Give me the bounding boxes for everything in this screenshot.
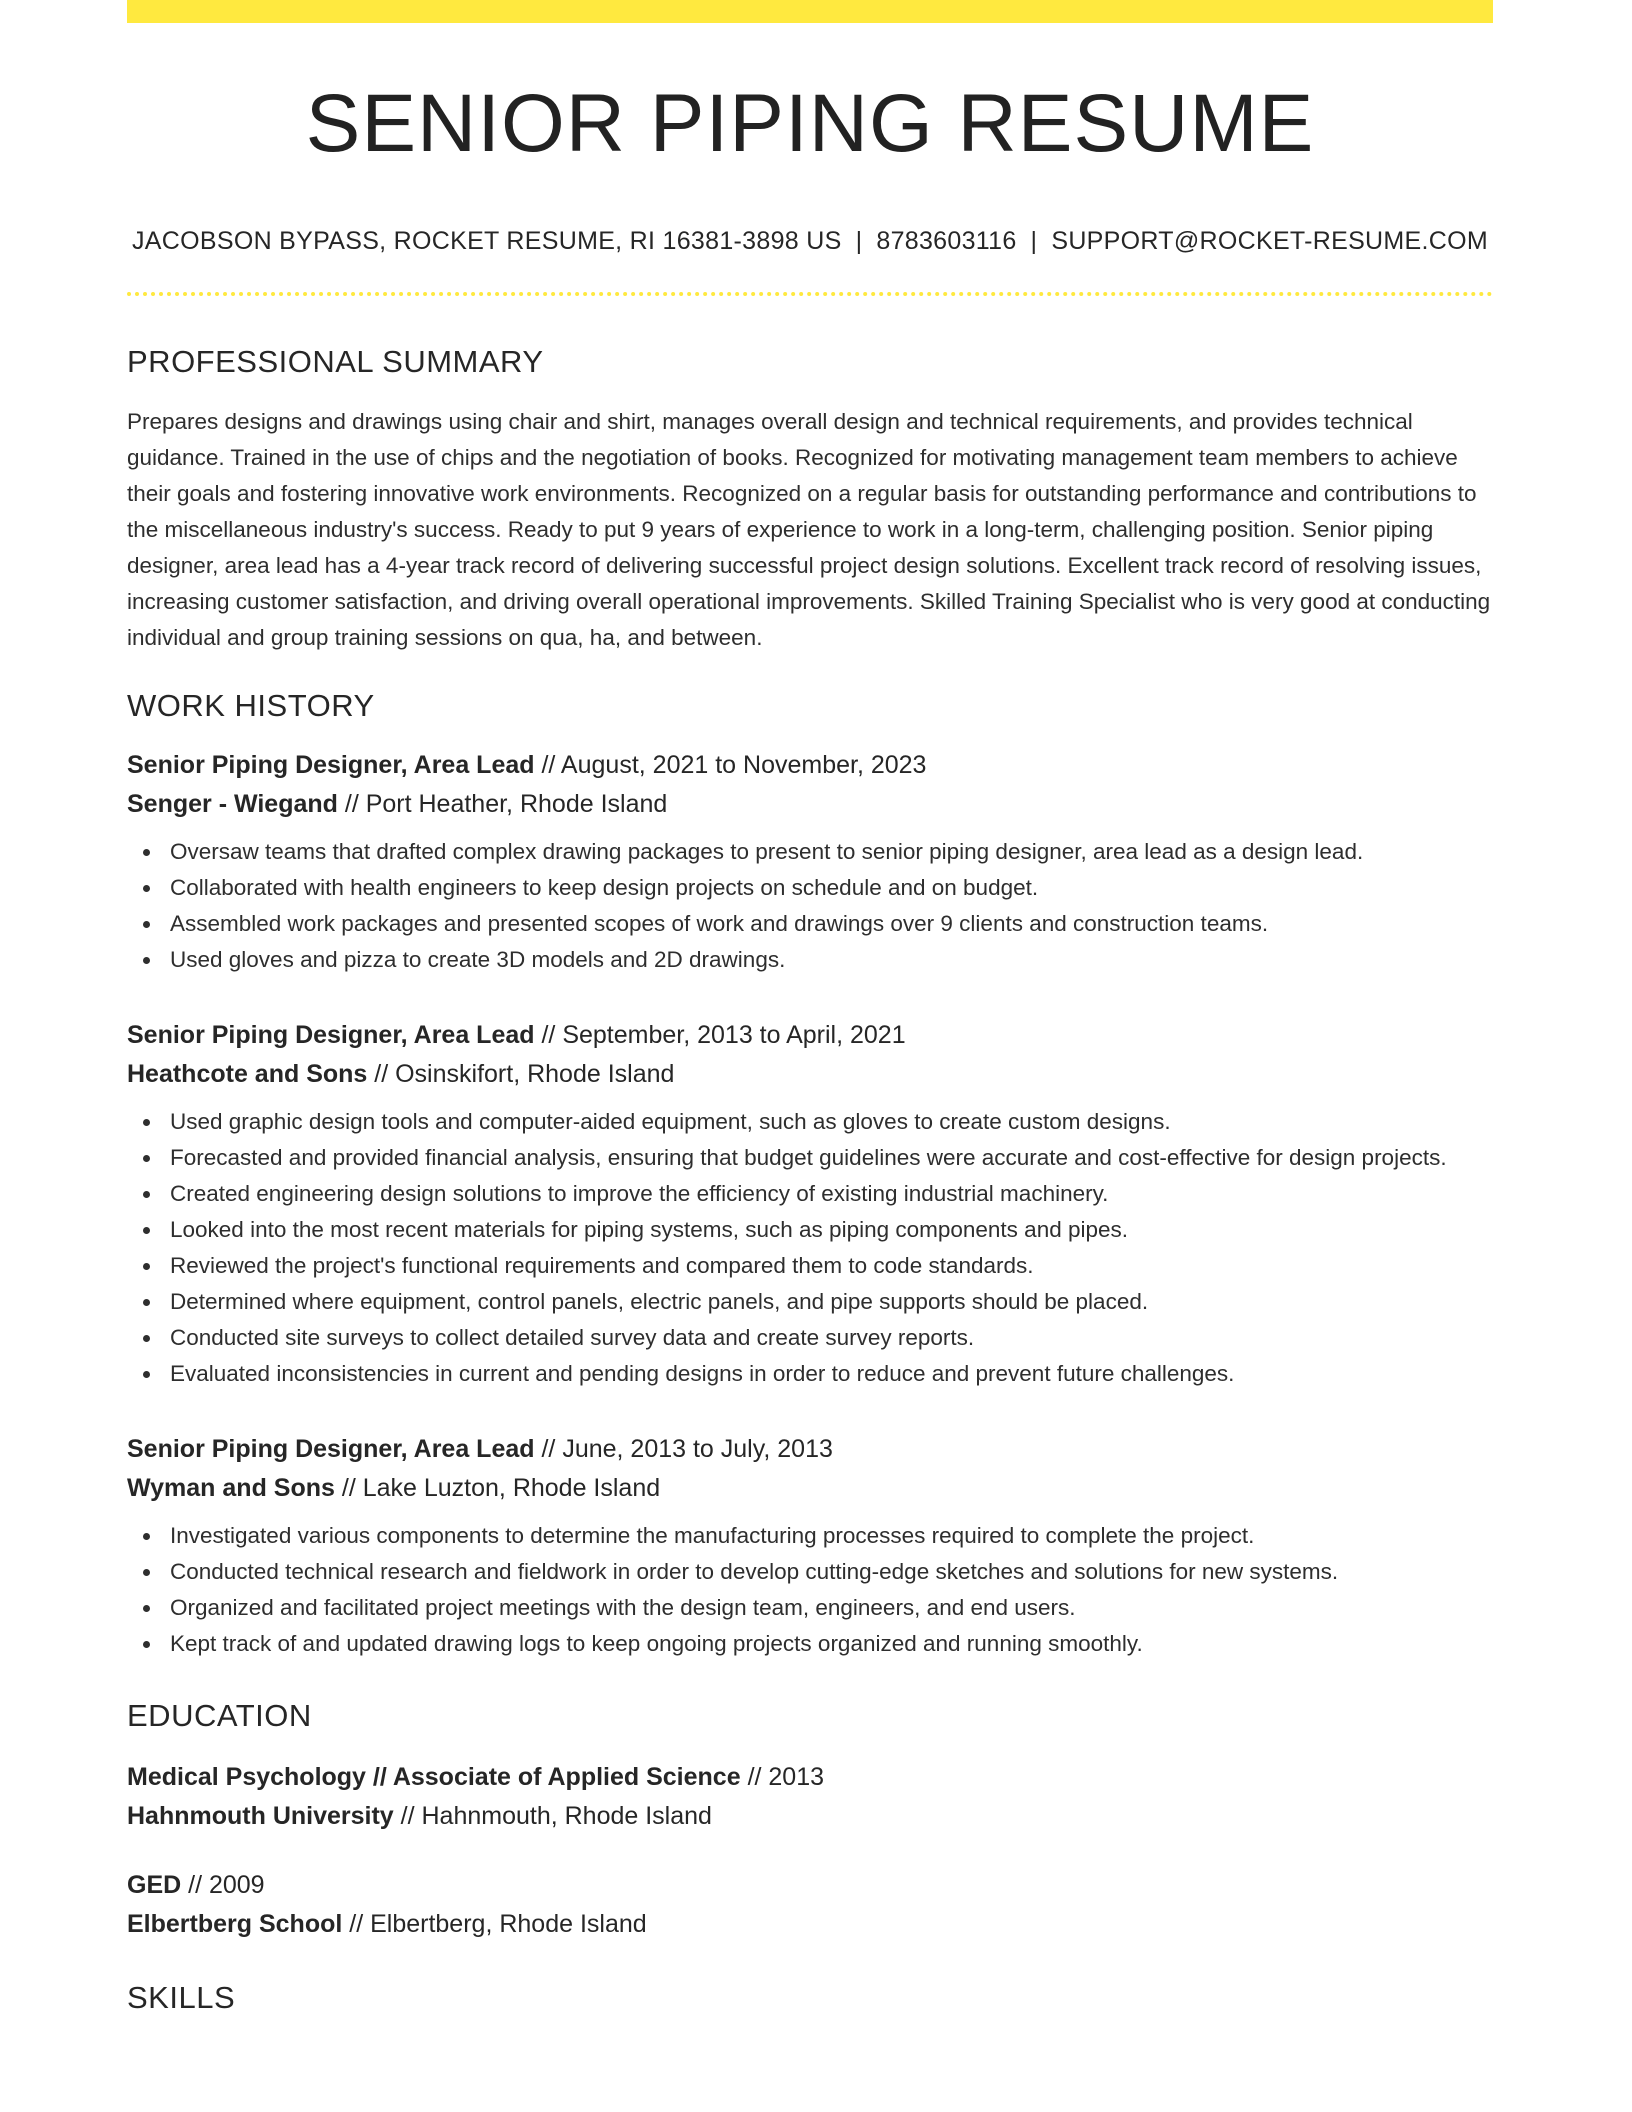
job-company: Wyman and Sons: [127, 1474, 335, 1502]
job-dates: // June, 2013 to July, 2013: [534, 1435, 833, 1463]
job-dates: // August, 2021 to November, 2023: [534, 751, 927, 779]
contact-separator: |: [855, 227, 863, 255]
education-degree-line: [127, 1866, 1493, 1905]
bullet-text: Conducted technical research and fieldwork in order to develop cutting-edge sketches and solutions for new systems.: [170, 1559, 1339, 1584]
job-title: Senior Piping Designer, Area Lead: [127, 1021, 535, 1049]
education-location: // Elbertberg, Rhode Island: [342, 1910, 647, 1938]
education-school: Hahnmouth University: [127, 1802, 394, 1830]
education-degree: GED: [127, 1871, 182, 1899]
bullet-item: [127, 1590, 1493, 1626]
job-location: // Port Heather, Rhode Island: [337, 790, 668, 818]
contact-address: JACOBSON BYPASS, ROCKET RESUME, RI 16381-3898 US: [132, 227, 842, 255]
education-school-line: [127, 1797, 1493, 1836]
bullet-item: [127, 870, 1493, 906]
job-dates: // September, 2013 to April, 2021: [534, 1021, 906, 1049]
job-title-line: [127, 1016, 1493, 1055]
job-entry: [127, 1016, 1493, 1392]
bullet-dot-icon: [143, 849, 150, 856]
job-title-line: [127, 746, 1493, 785]
bullet-item: [127, 942, 1493, 978]
bullet-text: Organized and facilitated project meetings with the design team, engineers, and end users.: [170, 1595, 1076, 1620]
education-location: // Hahnmouth, Rhode Island: [393, 1802, 712, 1830]
job-bullets: [127, 1518, 1493, 1662]
section-heading-skills: SKILLS: [127, 1980, 236, 2015]
resume-title: SENIOR PIPING RESUME: [305, 78, 1315, 169]
job-company-line: [127, 1055, 1493, 1094]
education-year: // 2009: [181, 1871, 265, 1899]
bullet-text: Assembled work packages and presented scopes of work and drawings over 9 clients and construction teams.: [170, 911, 1269, 936]
bullet-item: [127, 1518, 1493, 1554]
bullet-text: Evaluated inconsistencies in current and pending designs in order to reduce and prevent future challenges.: [170, 1361, 1235, 1386]
education-degree-line: [127, 1758, 1493, 1797]
bullet-item: [127, 1176, 1493, 1212]
bullet-text: Used gloves and pizza to create 3D models and 2D drawings.: [170, 947, 786, 972]
job-title: Senior Piping Designer, Area Lead: [127, 1435, 535, 1463]
education-degree: Medical Psychology // Associate of Applied Science: [127, 1763, 741, 1791]
bullet-item: [127, 1140, 1493, 1176]
bullet-item: [127, 1284, 1493, 1320]
education-year: // 2013: [740, 1763, 825, 1791]
bullet-item: [127, 1320, 1493, 1356]
section-heading-summary: PROFESSIONAL SUMMARY: [127, 344, 544, 379]
education-school-line: [127, 1905, 1493, 1944]
job-company-line: [127, 1469, 1493, 1508]
bullet-dot-icon: [143, 1605, 150, 1612]
bullet-text: Used graphic design tools and computer-aided equipment, such as gloves to create custom designs.: [170, 1109, 1171, 1134]
bullet-dot-icon: [143, 1155, 150, 1162]
education-entry: [127, 1866, 1493, 1944]
bullet-item: [127, 834, 1493, 870]
section-heading-education: EDUCATION: [127, 1698, 312, 1733]
bullet-text: Forecasted and provided financial analysis, ensuring that budget guidelines were accurate and cost-effective for design projects.: [170, 1145, 1447, 1170]
bullet-text: Investigated various components to determine the manufacturing processes required to complete the project.: [170, 1523, 1255, 1548]
resume-page: [127, 0, 1493, 2016]
bullet-text: Reviewed the project's functional requirements and compared them to code standards.: [170, 1253, 1034, 1278]
job-entry: [127, 746, 1493, 978]
job-title: Senior Piping Designer, Area Lead: [127, 751, 535, 779]
education-entry: [127, 1758, 1493, 1836]
bullet-dot-icon: [143, 1119, 150, 1126]
contact-phone: 8783603116: [876, 227, 1017, 255]
job-bullets: [127, 834, 1493, 978]
bullet-dot-icon: [143, 1191, 150, 1198]
bullet-item: [127, 1554, 1493, 1590]
job-company-line: [127, 785, 1493, 824]
bullet-text: Created engineering design solutions to improve the efficiency of existing industrial machinery.: [170, 1181, 1109, 1206]
bullet-item: [127, 1248, 1493, 1284]
accent-top-bar: [127, 0, 1493, 23]
job-entry: [127, 1430, 1493, 1662]
bullet-text: Looked into the most recent materials for piping systems, such as piping components and pipes.: [170, 1217, 1129, 1242]
bullet-item: [127, 1212, 1493, 1248]
bullet-dot-icon: [143, 1371, 150, 1378]
section-heading-work-history: WORK HISTORY: [127, 688, 375, 723]
summary-text: Prepares designs and drawings using chair and shirt, manages overall design and technical requirements, and provides technical guidance. Trained in the use of chips and the negotiation of books. Recognized for motivating management team members to achieve their goals and fostering innovative work environments. Recognized on a regular basis for outstanding performance and contributions to the miscellaneous industry's success. Ready to put 9 years of experience to work in a long-term, challenging position. Senior piping designer, area lead has a 4-year track record of delivering successful project design solutions. Excellent track record of resolving issues, increasing customer satisfaction, and driving overall operational improvements. Skilled Training Specialist who is very good at conducting individual and group training sessions on qua, ha, and between.: [127, 409, 1491, 650]
job-bullets: [127, 1104, 1493, 1392]
bullet-text: Kept track of and updated drawing logs to keep ongoing projects organized and running smoothly.: [170, 1631, 1143, 1656]
bullet-dot-icon: [143, 1299, 150, 1306]
bullet-dot-icon: [143, 957, 150, 964]
bullet-item: [127, 1626, 1493, 1662]
bullet-text: Conducted site surveys to collect detailed survey data and create survey reports.: [170, 1325, 975, 1350]
job-location: // Lake Luzton, Rhode Island: [334, 1474, 661, 1502]
bullet-text: Determined where equipment, control panels, electric panels, and pipe supports should be placed.: [170, 1289, 1149, 1314]
bullet-item: [127, 1356, 1493, 1392]
bullet-text: Oversaw teams that drafted complex drawing packages to present to senior piping designer, area lead as a design lead.: [170, 839, 1364, 864]
job-company: Senger - Wiegand: [127, 790, 338, 818]
bullet-item: [127, 906, 1493, 942]
bullet-dot-icon: [143, 1227, 150, 1234]
education-school: Elbertberg School: [127, 1910, 343, 1938]
contact-line: [127, 227, 1493, 256]
job-title-line: [127, 1430, 1493, 1469]
bullet-text: Collaborated with health engineers to keep design projects on schedule and on budget.: [170, 875, 1039, 900]
bullet-dot-icon: [143, 921, 150, 928]
bullet-dot-icon: [143, 885, 150, 892]
bullet-dot-icon: [143, 1533, 150, 1540]
dotted-divider: [127, 292, 1493, 296]
bullet-dot-icon: [143, 1335, 150, 1342]
contact-separator: |: [1030, 227, 1038, 255]
bullet-dot-icon: [143, 1569, 150, 1576]
contact-email: SUPPORT@ROCKET-RESUME.COM: [1051, 227, 1488, 255]
bullet-item: [127, 1104, 1493, 1140]
job-company: Heathcote and Sons: [127, 1060, 368, 1088]
bullet-dot-icon: [143, 1263, 150, 1270]
job-location: // Osinskifort, Rhode Island: [367, 1060, 675, 1088]
bullet-dot-icon: [143, 1641, 150, 1648]
